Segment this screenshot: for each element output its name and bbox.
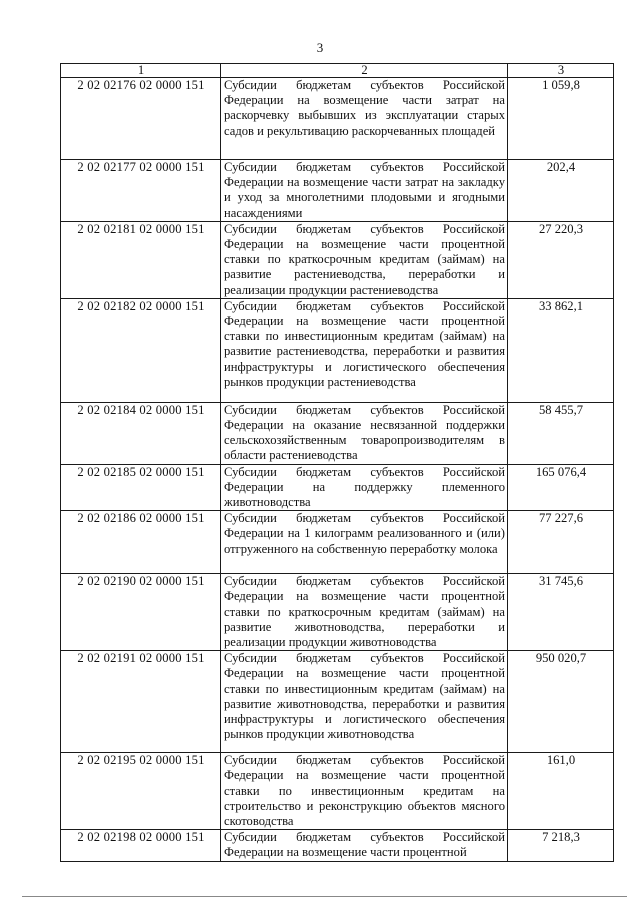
subsidy-amount: 202,4 xyxy=(508,160,614,222)
budget-code: 2 02 02198 02 0000 151 xyxy=(61,830,221,861)
subsidy-description: Субсидии бюджетам субъектов Российской Федерации на возмещение части процентной ставки по инвестиционным кредитам на строительство и реконструкцию объектов мясного скотоводства xyxy=(221,753,508,830)
budget-code: 2 02 02177 02 0000 151 xyxy=(61,160,221,222)
table-header xyxy=(61,64,614,78)
subsidy-amount: 161,0 xyxy=(508,753,614,830)
budget-code: 2 02 02195 02 0000 151 xyxy=(61,753,221,830)
table-row xyxy=(61,402,614,464)
subsidy-description: Субсидии бюджетам субъектов Российской Федерации на поддержку племенного животноводства xyxy=(221,464,508,511)
subsidy-description: Субсидии бюджетам субъектов Российской Федерации на возмещение части процентной ставки по инвестиционным кредитам (займам) на развитие растениеводства, переработки и развития инфраструктуры и логистического обеспечения рынков продукции растениеводства xyxy=(221,298,508,402)
subsidy-amount: 7 218,3 xyxy=(508,830,614,861)
table-row xyxy=(61,464,614,511)
subsidy-amount: 31 745,6 xyxy=(508,574,614,651)
column-header-description: 2 xyxy=(221,64,508,78)
subsidy-description: Субсидии бюджетам субъектов Российской Федерации на возмещение части процентной xyxy=(221,830,508,861)
table-row xyxy=(61,651,614,753)
table-row xyxy=(61,221,614,298)
column-header-code: 1 xyxy=(61,64,221,78)
budget-revenue-table xyxy=(60,63,614,862)
budget-code: 2 02 02184 02 0000 151 xyxy=(61,402,221,464)
table-row xyxy=(61,753,614,830)
subsidy-description: Субсидии бюджетам субъектов Российской Федерации на возмещение части процентной ставки по краткосрочным кредитам (займам) на развитие животноводства, переработки и реализации продукции животноводства xyxy=(221,574,508,651)
table-row xyxy=(61,830,614,861)
budget-code: 2 02 02182 02 0000 151 xyxy=(61,298,221,402)
subsidy-description: Субсидии бюджетам субъектов Российской Федерации на возмещение части процентной ставки по инвестиционным кредитам (займам) на развитие животноводства, переработки и развития инфраструктуры и логистического обеспечения рынков продукции животноводства xyxy=(221,651,508,753)
budget-code: 2 02 02176 02 0000 151 xyxy=(61,78,221,160)
table-row xyxy=(61,78,614,160)
page-bottom-rule xyxy=(22,896,627,897)
table-row xyxy=(61,298,614,402)
table-row xyxy=(61,574,614,651)
table-body xyxy=(61,78,614,862)
subsidy-amount: 165 076,4 xyxy=(508,464,614,511)
subsidy-amount: 27 220,3 xyxy=(508,221,614,298)
subsidy-description: Субсидии бюджетам субъектов Российской Федерации на оказание несвязанной поддержки сельскохозяйственным товаропроизводителям в области растениеводства xyxy=(221,402,508,464)
subsidy-amount: 58 455,7 xyxy=(508,402,614,464)
subsidy-amount: 77 227,6 xyxy=(508,511,614,574)
subsidy-description: Субсидии бюджетам субъектов Российской Федерации на возмещение части процентной ставки по краткосрочным кредитам (займам) на развитие растениеводства, переработки и реализации продукции растениеводства xyxy=(221,221,508,298)
table-row xyxy=(61,511,614,574)
subsidy-description: Субсидии бюджетам субъектов Российской Федерации на возмещение части затрат на закладку и уход за многолетними плодовыми и ягодными насаждениями xyxy=(221,160,508,222)
budget-code: 2 02 02190 02 0000 151 xyxy=(61,574,221,651)
budget-code: 2 02 02191 02 0000 151 xyxy=(61,651,221,753)
page-number: 3 xyxy=(316,40,324,55)
subsidy-amount: 950 020,7 xyxy=(508,651,614,753)
budget-code: 2 02 02185 02 0000 151 xyxy=(61,464,221,511)
column-header-amount: 3 xyxy=(508,64,614,78)
table-header-row xyxy=(61,64,614,78)
table-row xyxy=(61,160,614,222)
subsidy-description: Субсидии бюджетам субъектов Российской Федерации на возмещение части затрат на раскорчевку выбывших из эксплуатации старых садов и рекультивацию раскорчеванных площадей xyxy=(221,78,508,160)
subsidy-amount: 1 059,8 xyxy=(508,78,614,160)
subsidy-description: Субсидии бюджетам субъектов Российской Федерации на 1 килограмм реализованного и (или) отгруженного на собственную переработку молока xyxy=(221,511,508,574)
subsidy-amount: 33 862,1 xyxy=(508,298,614,402)
budget-code: 2 02 02181 02 0000 151 xyxy=(61,221,221,298)
budget-code: 2 02 02186 02 0000 151 xyxy=(61,511,221,574)
